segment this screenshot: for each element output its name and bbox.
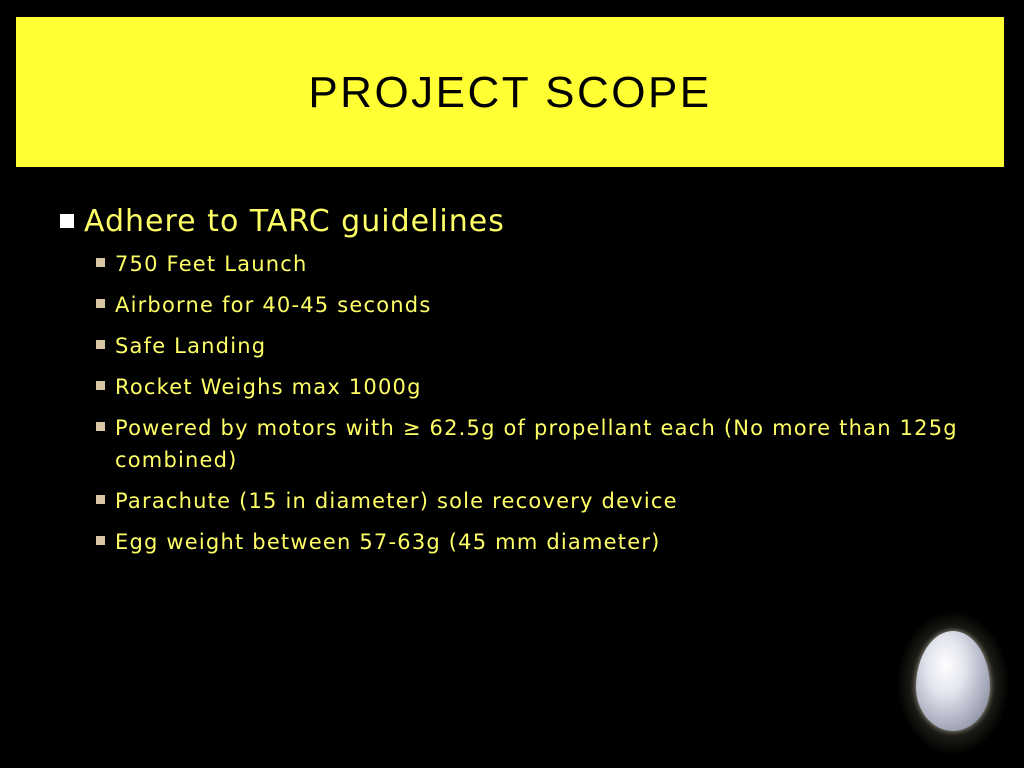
slide-content: [60, 200, 980, 567]
square-bullet-icon: [96, 536, 105, 545]
square-bullet-icon: [96, 299, 105, 308]
sub-bullet-item: [96, 248, 980, 280]
sub-bullet-item: [96, 485, 980, 517]
sub-bullet-item: [96, 412, 980, 476]
square-bullet-icon: [60, 214, 74, 228]
slide-title: PROJECT SCOPE: [308, 68, 712, 117]
bullet-main: [60, 200, 980, 244]
sub-point-text: Airborne for 40-45 seconds: [115, 293, 432, 317]
square-bullet-icon: [96, 381, 105, 390]
sub-point-text: 750 Feet Launch: [115, 252, 308, 276]
sub-bullet-item: [96, 330, 980, 362]
sub-bullet-item: [96, 371, 980, 403]
square-bullet-icon: [96, 258, 105, 267]
sub-point-text: Safe Landing: [115, 334, 267, 358]
egg-image: [916, 631, 990, 731]
main-point-text: Adhere to TARC guidelines: [84, 204, 505, 239]
title-banner: [16, 17, 1004, 167]
square-bullet-icon: [96, 340, 105, 349]
square-bullet-icon: [96, 422, 105, 431]
sub-bullet-item: [96, 526, 980, 558]
sub-point-text: Rocket Weighs max 1000g: [115, 375, 422, 399]
sub-bullet-item: [96, 289, 980, 321]
square-bullet-icon: [96, 495, 105, 504]
sub-point-text: Powered by motors with ≥ 62.5g of propellant each (No more than 125g combined): [115, 416, 958, 472]
sub-point-text: Parachute (15 in diameter) sole recovery device: [115, 489, 678, 513]
sub-point-text: Egg weight between 57-63g (45 mm diameter): [115, 530, 661, 554]
sub-bullet-list: [96, 248, 980, 558]
